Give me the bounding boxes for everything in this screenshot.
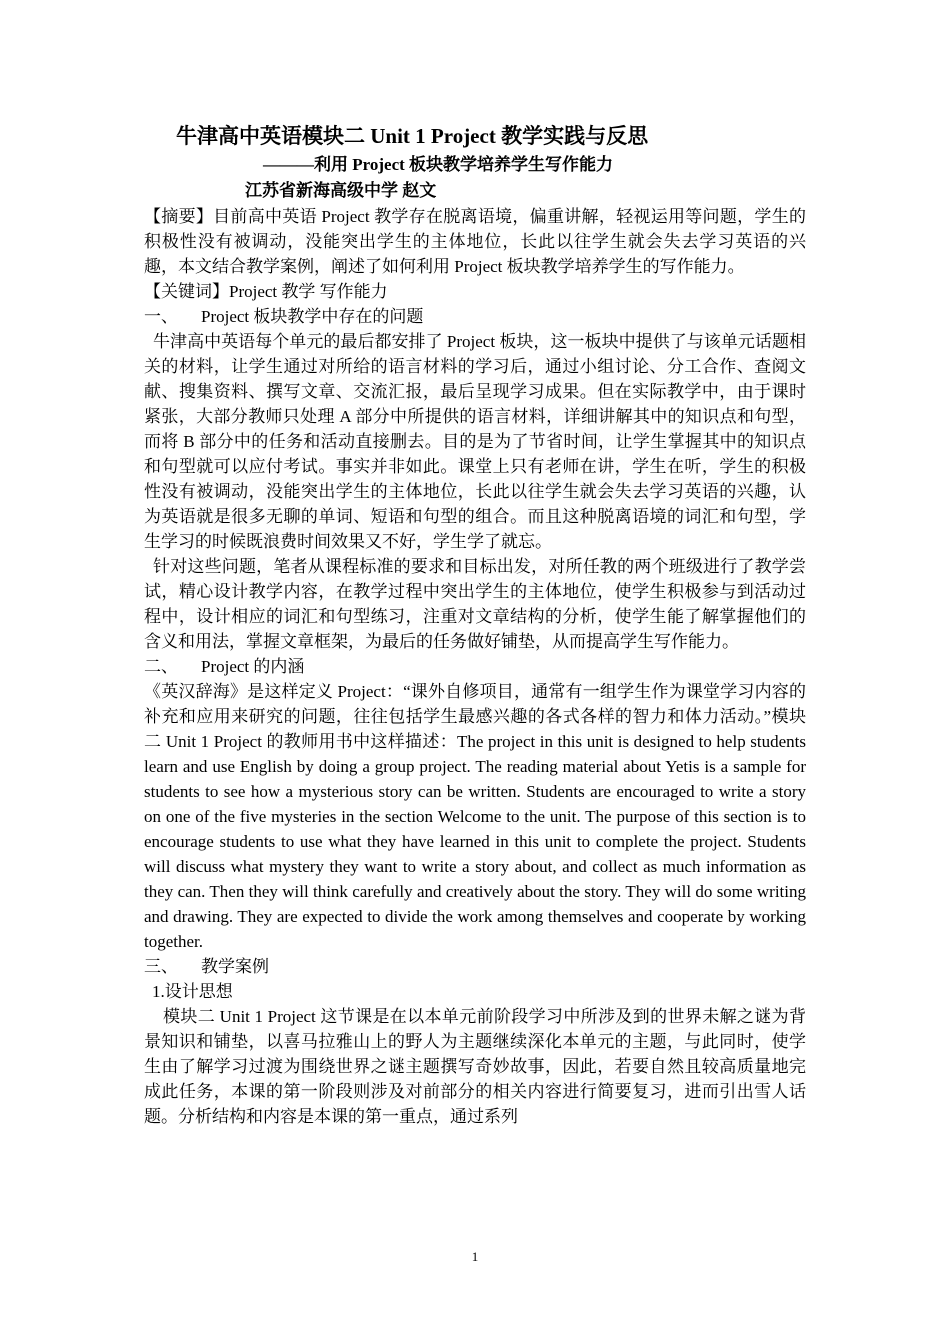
- body-paragraph: 模块二 Unit 1 Project 这节课是在以本单元前阶段学习中所涉及到的世界未解之谜为背景知识和铺垫，以喜马拉雅山上的野人为主题继续深化本单元的主题，与此同时，使学生由了解学习过渡为围绕世界之谜主题撰写奇妙故事，因此，若要自然且较高质量地完成此任务，本课的第一阶段则涉及对前部分的相关内容进行简要复习，进而引出雪人话题。分析结构和内容是本课的第一重点，通过系列: [144, 1007, 806, 1126]
- section-number: 二、: [144, 657, 178, 676]
- author-line: 江苏省新海高级中学 赵文: [245, 181, 437, 200]
- section-heading-3: [144, 954, 806, 979]
- document-title: 牛津高中英语模块二 Unit 1 Project 教学实践与反思: [176, 124, 649, 148]
- keywords-line: 【关键词】Project 教学 写作能力: [144, 282, 388, 301]
- document-body: [144, 204, 806, 1129]
- body-paragraph: 针对这些问题，笔者从课程标准的要求和目标出发，对所任教的两个班级进行了教学尝试，精心设计教学内容，在教学过程中突出学生的主体地位，使学生积极参与到活动过程中，设计相应的词汇和句型练习，注重对文章结构的分析，使学生能了解掌握他们的含义和用法，掌握文章框架，为最后的任务做好铺垫，从而提高学生写作能力。: [144, 557, 806, 651]
- section-number: 三、: [144, 957, 178, 976]
- body-paragraph: 牛津高中英语每个单元的最后都安排了 Project 板块，这一板块中提供了与该单元话题相关的材料，让学生通过对所给的语言材料的学习后，通过小组讨论、分工合作、查阅文献、搜集资料、撰写文章、交流汇报，最后呈现学习成果。但在实际教学中，由于课时紧张，大部分教师只处理 A 部分中所提供的语言材料，详细讲解其中的知识点和句型，而将 B 部分中的任务和活动直接删去。目的是为了节省时间，让学生掌握其中的知识点和句型就可以应付考试。事实并非如此。课堂上只有老师在讲，学生在听，学生的积极性没有被调动，没能突出学生的主体地位，长此以往学生就会失去学习英语的兴趣，认为英语就是很多无聊的单词、短语和句型的组合。而且这种脱离语境的词汇和句型，学生学习的时候既浪费时间效果又不好，学生学了就忘。: [144, 332, 806, 551]
- document-page: [144, 120, 806, 1129]
- section-heading-1: [144, 304, 806, 329]
- page-number: 1: [471, 1249, 479, 1264]
- document-subtitle: ———利用 Project 板块教学培养学生写作能力: [263, 155, 614, 174]
- section-title: 教学案例: [201, 957, 269, 976]
- sub-heading: 1.设计思想: [152, 982, 233, 1001]
- abstract-paragraph: 【摘要】目前高中英语 Project 教学存在脱离语境，偏重讲解，轻视运用等问题，学生的积极性没有被调动，没能突出学生的主体地位，长此以往学生就会失去学习英语的兴趣，本文结合教学案例，阐述了如何利用 Project 板块教学培养学生的写作能力。: [144, 207, 806, 276]
- section-title: Project 的内涵: [201, 657, 305, 676]
- section-number: 一、: [144, 307, 178, 326]
- body-paragraph: 《英汉辞海》是这样定义 Project：“课外自修项目，通常有一组学生作为课堂学习内容的补充和应用来研究的问题，往往包括学生最感兴趣的各式各样的智力和体力活动。”模块二 Unit 1 Project 的教师用书中这样描述：The project in this unit is designed to help students learn and use English by doing a group project. The reading material about Yetis is a sample for students to see how a mysterious story can be written. Students are encouraged to write a story on one of the five mysteries in the section Welcome to the unit. The purpose of this section is to encourage students to use what they have learned in this unit to complete the project. Students will discuss what mystery they want to write a story about, and collect as much information as they can. Then they will think carefully and creatively about the story. They will do some writing and drawing. They are expected to divide the work among themselves and cooperate by working together.: [144, 682, 806, 951]
- section-heading-2: [144, 654, 806, 679]
- section-title: Project 板块教学中存在的问题: [201, 307, 424, 326]
